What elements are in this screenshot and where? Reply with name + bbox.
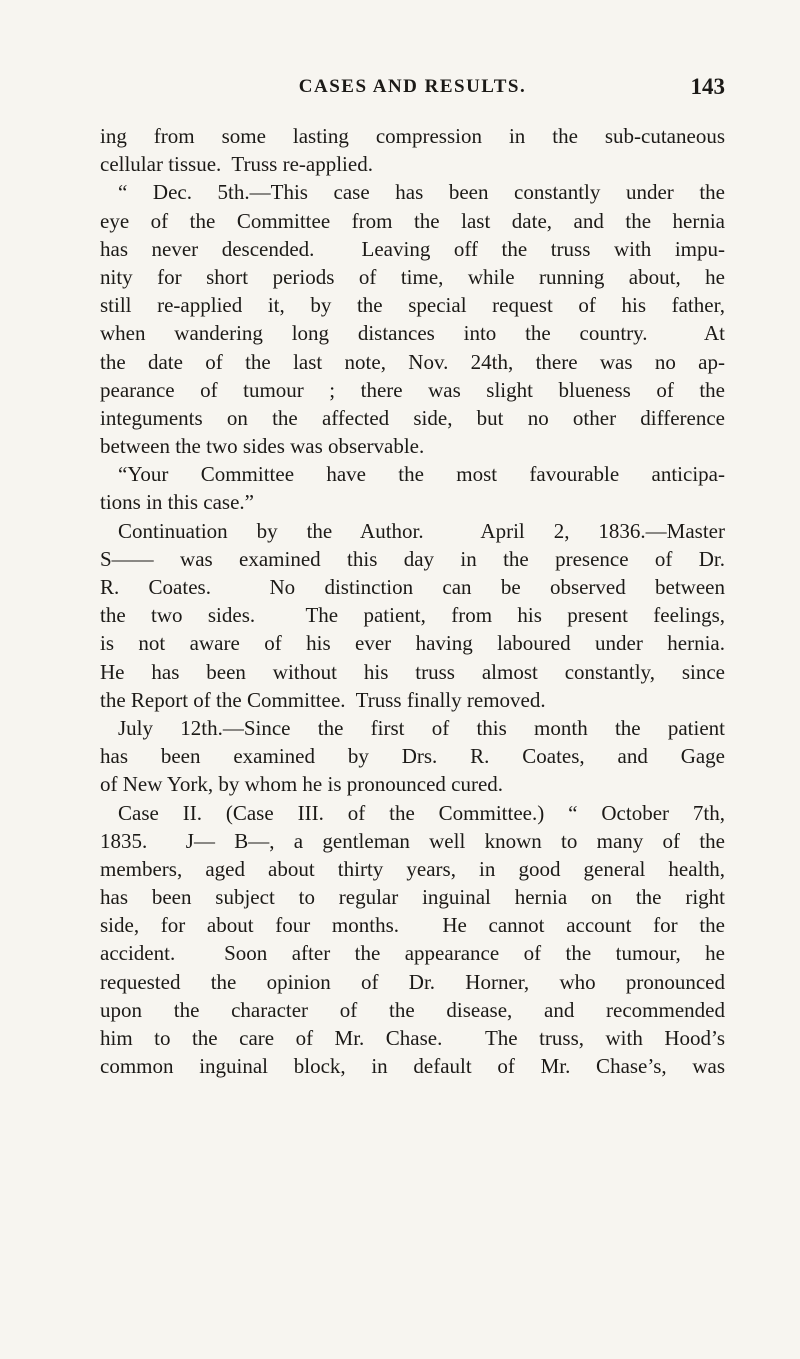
text-line: S—— was examined this day in the presence of Dr.: [100, 546, 725, 571]
text-line: him to the care of Mr. Chase. The truss, with Hood’s: [100, 1026, 725, 1050]
text-line: July 12th.—Since the first of this month the patient: [118, 715, 725, 740]
text-line: has been subject to regular inguinal hernia on the right: [100, 885, 725, 910]
text-line: R. Coates. No distinction can be observed between: [100, 575, 725, 599]
text-line: “ Dec. 5th.—This case has been constantly under the: [118, 180, 725, 205]
text-line: requested the opinion of Dr. Horner, who pronounced: [100, 969, 725, 994]
text-line: when wandering long distances into the country. At: [100, 321, 725, 346]
text-line: 1835. J— B—, a gentleman well known to many of the: [100, 828, 725, 853]
text-line: Case II. (Case III. of the Committee.) “ October 7th,: [118, 800, 725, 825]
running-head-title: CASES AND RESULTS.: [298, 76, 527, 97]
page-number: 143: [690, 74, 725, 99]
text-line: accident. Soon after the appearance of the tumour, he: [100, 941, 725, 966]
text-line: He has been without his truss almost constantly, since: [100, 659, 725, 684]
text-line: is not aware of his ever having laboured under hernia.: [100, 631, 725, 656]
text-line: common inguinal block, in default of Mr. Chase’s, was: [100, 1054, 725, 1079]
text-line: has never descended. Leaving off the truss with impu-: [100, 236, 725, 261]
running-head: [100, 76, 725, 106]
text-line: nity for short periods of time, while running about, he: [100, 264, 725, 289]
text-line: Continuation by the Author. April 2, 1836.—Master: [118, 518, 725, 543]
text-line: the two sides. The patient, from his present feelings,: [100, 603, 725, 628]
text-line: “Your Committee have the most favourable anticipa-: [118, 462, 725, 487]
text-line: eye of the Committee from the last date, and the hernia: [100, 208, 725, 233]
text-line: ing from some lasting compression in the sub-cutaneous: [100, 124, 725, 148]
text-line: has been examined by Drs. R. Coates, and Gage: [100, 744, 725, 769]
text-line: still re-applied it, by the special request of his father,: [100, 293, 725, 318]
text-line: the date of the last note, Nov. 24th, there was no ap-: [100, 349, 725, 374]
text-line: side, for about four months. He cannot account for the: [100, 913, 725, 938]
text-line: tions in this case.”: [100, 490, 254, 515]
text-line: of New York, by whom he is pronounced cured.: [100, 772, 504, 797]
text-line: pearance of tumour ; there was slight blueness of the: [100, 377, 725, 402]
body-text: [100, 122, 725, 1080]
text-line: upon the character of the disease, and recommended: [100, 997, 725, 1022]
text-line: integuments on the affected side, but no other difference: [100, 405, 725, 430]
text-line: members, aged about thirty years, in good general health,: [100, 856, 725, 881]
text-line: between the two sides was observable.: [100, 434, 425, 459]
text-line: the Report of the Committee. Truss finally removed.: [100, 687, 546, 712]
text-line: cellular tissue. Truss re-applied.: [100, 152, 373, 177]
